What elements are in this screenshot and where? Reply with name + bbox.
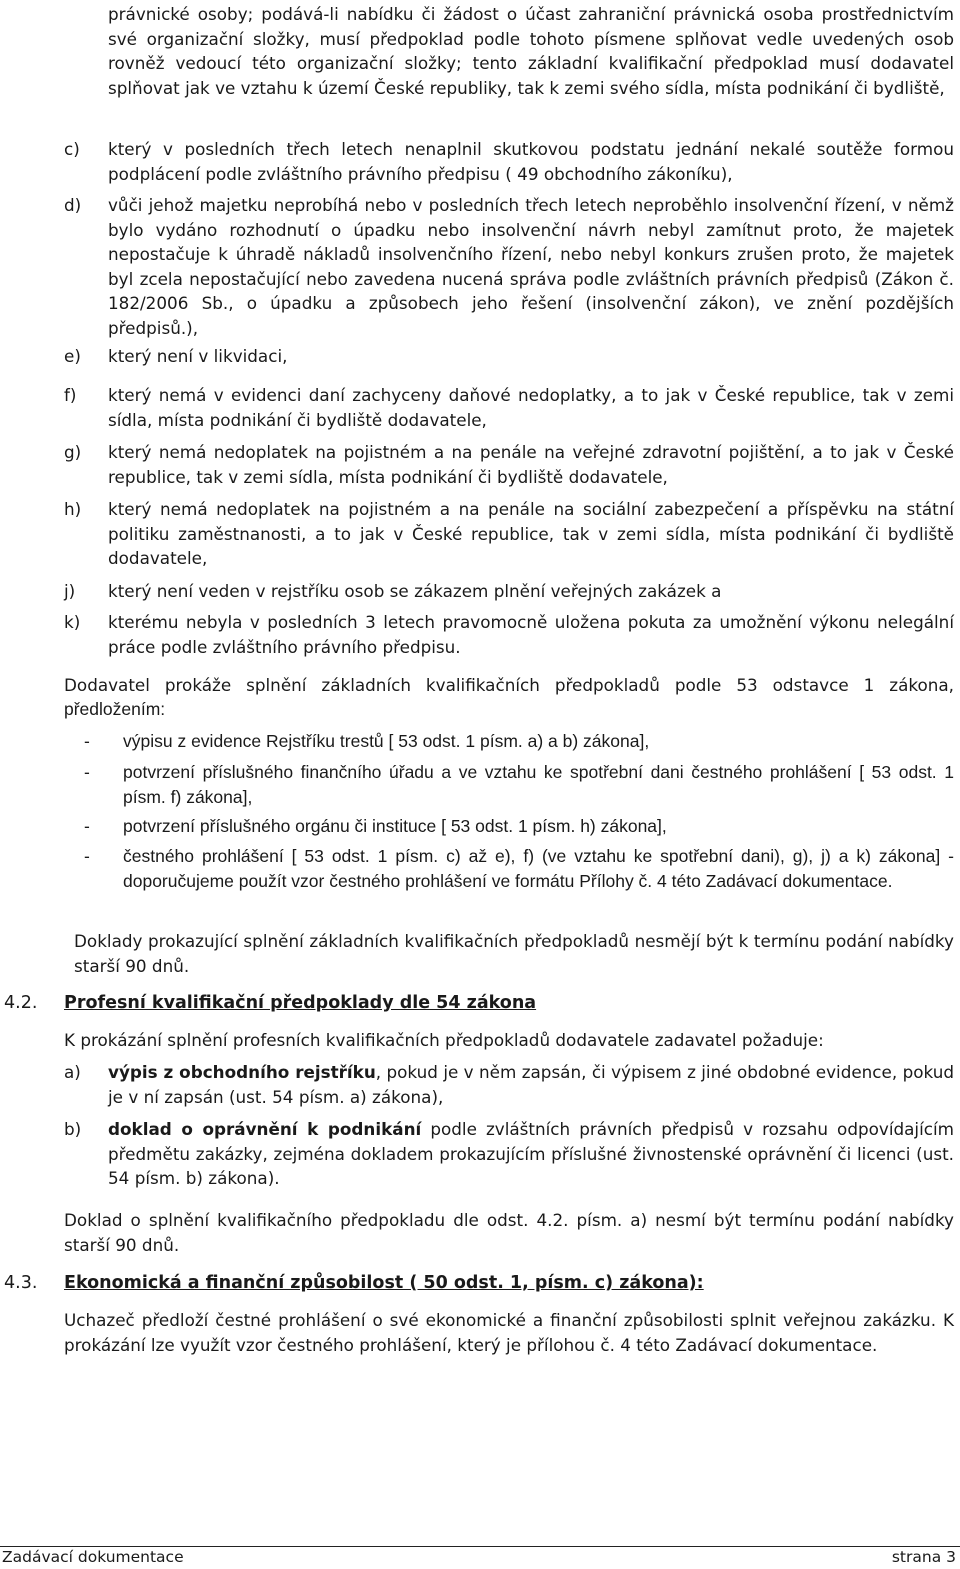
item-label: g)	[64, 442, 82, 462]
item-text: který nemá nedoplatek na pojistném a na penále na veřejné zdravotní pojištění, a to jak v České republice, tak v zemi sídla, místa podnikání či bydliště dodavatele,	[108, 442, 954, 487]
item-label: h)	[64, 499, 82, 519]
proof-intro-line1: Dodavatel prokáže splnění základních kvalifikačních předpokladů podle 53 odstavce 1 zákona,	[64, 675, 954, 695]
item-text: vůči jehož majetku neprobíhá nebo v posledních třech letech neproběhlo insolvenční řízení, v němž bylo vydáno rozhodnutí o úpadku nebo insolvenční návrh nebyl zamítnut proto, že majetek nepostačuje k úhradě nákladů insolvenčního řízení, nebo nebyl konkurs zrušen proto, že majetek byl zcela nepostačující nebo zavedena nucená správa podle zvláštních právních předpisů (Zákon č. 182/2006 Sb., o úpadku a způsobech jeho řešení (insolvenční zákon), ve znění pozdějších předpisů.),	[108, 195, 954, 338]
item-label: a)	[64, 1062, 81, 1082]
item-text: podle zvláštních právních předpisů v rozsahu odpovídajícím předmětu zakázky, zejména dokladem prokazujícím příslušné živnostenské oprávnění či licenci (ust. 54 písm. b) zákona).	[108, 1119, 954, 1188]
dash-bullet: -	[84, 731, 90, 751]
section-title: Profesní kvalifikační předpoklady dle 54 zákona	[64, 993, 537, 1013]
list-item-e	[64, 344, 954, 369]
section-4-2-heading	[4, 991, 954, 1015]
section-4-3-text: Uchazeč předloží čestné prohlášení o své ekonomické a finanční způsobilosti splnit veřejnou zakázku. K prokázání lze využít vzor čestného prohlášení, který je přílohou č. 4 této Zadávací dokumentace.	[64, 1310, 954, 1355]
item-bold-text: doklad o oprávnění k podnikání	[108, 1119, 422, 1139]
proof-item-text: potvrzení příslušného finančního úřadu a ve vztahu ke spotřební dani čestného prohlášení [ 53 odst. 1 písm. f) zákona],	[123, 762, 954, 807]
proof-item-text: čestného prohlášení [ 53 odst. 1 písm. c) až e), f) (ve vztahu ke spotřební dani), g), j) a k) zákona] - doporučujeme použít vzor čestného prohlášení ve formátu Přílohy č. 4 této Zadávací dokumentace.	[123, 846, 954, 891]
footer-page-number: strana 3	[891, 1548, 956, 1566]
proof-intro-line2: předložením:	[64, 699, 166, 719]
proof-item-text: výpisu z evidence Rejstříku trestů [ 53 odst. 1 písm. a) a b) zákona],	[123, 731, 650, 751]
footer-document-title: Zadávací dokumentace	[2, 1548, 184, 1566]
dash-bullet: -	[84, 762, 90, 782]
item-text: který v posledních třech letech nenaplnil skutkovou podstatu jednání nekalé soutěže formou podplácení podle zvláštního právního předpisu ( 49 obchodního zákoníku),	[108, 139, 954, 184]
professional-item-b	[64, 1117, 954, 1191]
section-4-2-note: Doklad o splnění kvalifikačního předpokladu dle odst. 4.2. písm. a) nesmí být termínu podání nabídky starší 90 dnů.	[64, 1210, 954, 1255]
list-item-c	[64, 137, 954, 186]
section-4-2-intro: K prokázání splnění profesních kvalifikačních předpokladů dodavatele zadavatel požaduje:	[64, 1030, 824, 1050]
item-label: d)	[64, 195, 82, 215]
item-text: který nemá v evidenci daní zachyceny daňové nedoplatky, a to jak v České republice, tak v zemi sídla, místa podnikání či bydliště dodavatele,	[108, 385, 954, 430]
proof-list-item	[84, 844, 954, 893]
item-text: , pokud je v něm zapsán, či výpisem z jiné obdobné evidence, pokud je v ní zapsán (ust. 54 písm. a) zákona),	[108, 1062, 954, 1107]
item-label: f)	[64, 385, 77, 405]
proof-list-item	[84, 814, 954, 839]
dash-bullet: -	[84, 846, 90, 866]
item-text: kterému nebyla v posledních 3 letech pravomocně uložena pokuta za umožnění výkonu nelegální práce podle zvláštního právního předpisu.	[108, 612, 954, 657]
proof-item-text: potvrzení příslušného orgánu či instituce [ 53 odst. 1 písm. h) zákona],	[123, 816, 667, 836]
section-title: Ekonomická a finanční způsobilost ( 50 odst. 1, písm. c) zákona):	[64, 1273, 704, 1293]
item-label: b)	[64, 1119, 82, 1139]
intro-paragraph: právnické osoby; podává-li nabídku či žádost o účast zahraniční právnická osoba prostřednictvím své organizační složky, musí předpoklad podle tohoto písmene splňovat vedle uvedených osob rovněž vedoucí této organizační složky; tento základní kvalifikační předpoklad musí dodavatel splňovat jak ve vztahu k území České republiky, tak k zemi svého sídla, místa podnikání či bydliště,	[108, 4, 954, 98]
proof-list-item	[84, 760, 954, 809]
section-number: 4.3.	[4, 1273, 38, 1293]
item-text: který není v likvidaci,	[108, 346, 288, 366]
list-item-f	[64, 383, 954, 432]
list-item-d	[64, 193, 954, 340]
footer-divider	[0, 1546, 960, 1547]
list-item-h	[64, 497, 954, 571]
list-item-k	[64, 610, 954, 659]
item-label: k)	[64, 612, 81, 632]
item-label: e)	[64, 346, 81, 366]
item-text: který není veden v rejstříku osob se zákazem plnění veřejných zakázek a	[108, 581, 722, 601]
item-bold-text: výpis z obchodního rejstříku	[108, 1062, 376, 1082]
list-item-j	[64, 579, 954, 604]
proof-list-item	[84, 729, 954, 754]
dash-bullet: -	[84, 816, 90, 836]
list-item-g	[64, 440, 954, 489]
professional-item-a	[64, 1060, 954, 1109]
item-label: c)	[64, 139, 80, 159]
section-number: 4.2.	[4, 993, 38, 1013]
section-4-3-heading	[4, 1271, 954, 1295]
proof-validity-note: Doklady prokazující splnění základních kvalifikačních předpokladů nesmějí být k termínu podání nabídky starší 90 dnů.	[74, 931, 954, 976]
item-label: j)	[64, 581, 76, 601]
item-text: který nemá nedoplatek na pojistném a na penále na sociální zabezpečení a příspěvku na státní politiku zaměstnanosti, a to jak v České republice, tak v zemi sídla, místa podnikání či bydliště dodavatele,	[108, 499, 954, 568]
